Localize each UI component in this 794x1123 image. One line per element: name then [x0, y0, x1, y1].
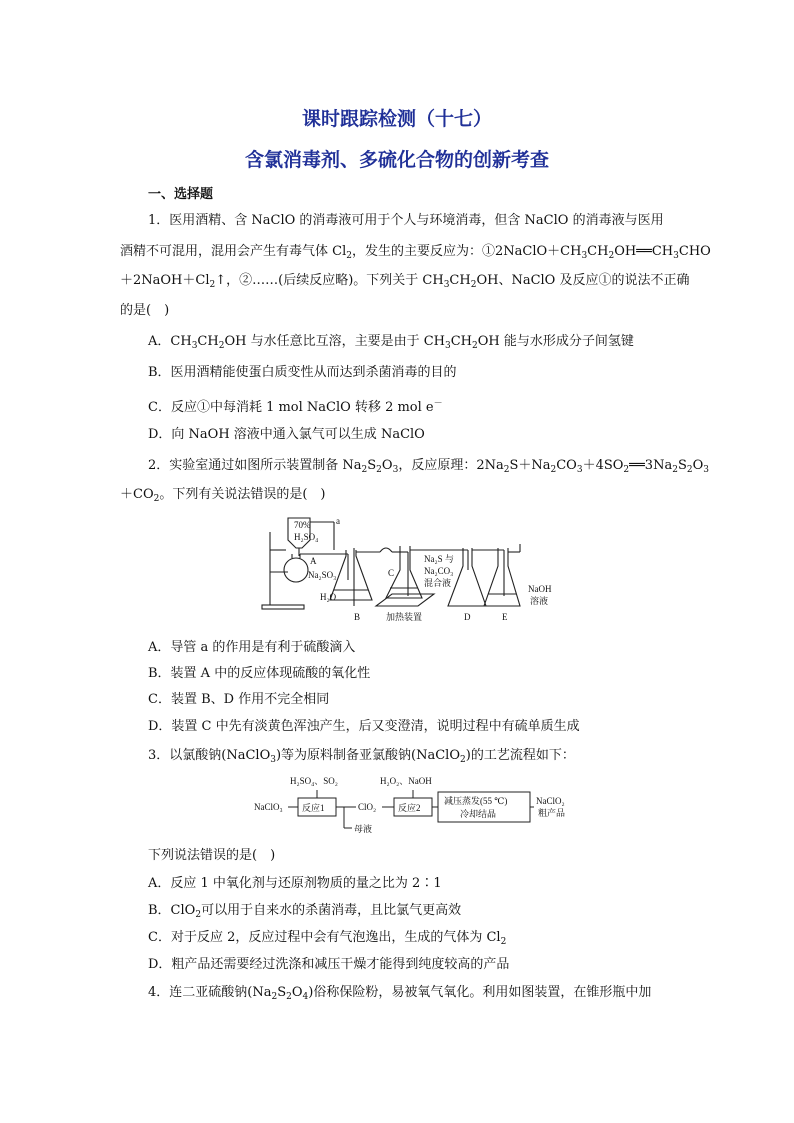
label-na2so3: Na₂SO₃ [308, 570, 337, 580]
q2-option-a: A．导管 a 的作用是有利于硫酸滴入 [148, 640, 356, 655]
q3-stem: 下列说法错误的是( ) [148, 848, 276, 863]
q2-option-d: D．装置 C 中先有淡黄色浑浊产生，后又变澄清，说明过程中有硫单质生成 [148, 719, 580, 734]
label-mother-liquor: 母液 [354, 824, 373, 834]
label-mix2: Na₂CO₃ [424, 566, 454, 576]
apparatus-diagram [258, 510, 568, 626]
flask-e [484, 548, 520, 606]
label-solution: 溶液 [530, 596, 549, 606]
process-flowchart [252, 770, 572, 836]
q1-option-c: C．反应①中每消耗 1 mol NaClO 转移 2 mol e－ [148, 399, 443, 415]
label-naoh: NaOH [528, 584, 552, 594]
q1-line2: 酒精不可混用，混用会产生有毒气体 $Cl_2$，发生的主要反应为：$①2NaClO+CH_3CH_2OH══CH_3CHO$ [120, 244, 711, 261]
flask-a [284, 558, 308, 582]
label-C: C [388, 568, 395, 578]
q4-line1: 4．连二亚硫酸钠$(Na_2S_2O_4)$俗称保险粉，易被氧气氧化。利用如图装置，在锥形瓶中加 [148, 985, 652, 1002]
label-E: E [502, 612, 508, 622]
label-naclo3: NaClO₃ [254, 802, 283, 812]
q1-option-a: A．$CH_3CH_2OH$ 与水任意比互溶，主要是由于 $CH_3CH_2OH$ 能与水形成分子间氢键 [148, 334, 634, 351]
label-A: A [310, 556, 317, 566]
label-crude-product: 粗产品 [538, 808, 566, 818]
label-h2so4: H₂SO₄ [294, 532, 319, 542]
q3-line1: 3．以氯酸钠(NaClO$_3$)等为原料制备亚氯酸钠(NaClO$_2$)的工艺流程如下： [148, 748, 575, 765]
label-evaporation: 减压蒸发(55 ℃) [444, 796, 508, 806]
q3-option-b: B．ClO$_2$可以用于自来水的杀菌消毒，且比氯气更高效 [148, 903, 462, 920]
label-B: B [354, 612, 361, 622]
q2-line2: $+CO_2$。下列有关说法错误的是( ) [120, 487, 326, 504]
q2-line1: 2．实验室通过如图所示装置制备 $Na_2S_2O_3$，反应原理：$2Na_2S+Na_2CO_3+4SO_2══3Na_2S_2O_3$ [148, 458, 709, 475]
q1-option-b: B．医用酒精能使蛋白质变性从而达到杀菌消毒的目的 [148, 365, 457, 380]
label-heat: 加热装置 [386, 612, 423, 622]
q3-option-a: A．反应 1 中氧化剂与还原剂物质的量之比为 2∶1 [148, 876, 442, 891]
q2-option-c: C．装置 B、D 作用不完全相同 [148, 692, 330, 707]
label-reaction2: 反应2 [398, 803, 421, 813]
label-naclo2: NaClO₂ [536, 796, 565, 806]
q1-option-d: D．向 NaOH 溶液中通入氯气可以生成 NaClO [148, 427, 425, 442]
heating-plate [376, 594, 434, 606]
label-a: a [336, 516, 340, 526]
stand-base [262, 605, 304, 609]
label-D: D [464, 612, 471, 622]
q1-line1: 1．医用酒精、含 NaClO 的消毒液可用于个人与环境消毒，但含 NaClO 的消毒液与医用 [148, 213, 664, 228]
label-reagent1: H₂SO₄、SO₂ [290, 776, 338, 786]
bottle-b [330, 550, 372, 600]
page-title: 课时跟踪检测（十七） [301, 108, 492, 130]
label-70pct: 70% [294, 520, 311, 530]
label-crystallize: 冷却结晶 [460, 809, 497, 819]
label-mix3: 混合液 [424, 578, 452, 588]
section-heading: 一、选择题 [148, 187, 214, 202]
label-clo2: ClO₂ [358, 802, 377, 812]
label-h2o: H₂O [320, 592, 337, 602]
label-reagent2: H₂O₂、NaOH [380, 776, 432, 786]
q3-option-d: D．粗产品还需要经过洗涤和减压干燥才能得到纯度较高的产品 [148, 957, 510, 972]
q2-option-b: B．装置 A 中的反应体现硫酸的氧化性 [148, 666, 371, 681]
label-reaction1: 反应1 [302, 803, 325, 813]
page-subtitle: 含氯消毒剂、多硫化合物的创新考查 [244, 149, 549, 171]
q1-line3: $+2NaOH+Cl_2↑$，②……(后续反应略)。下列关于 $CH_3CH_2OH$、NaClO 及反应①的说法不正确 [120, 273, 690, 290]
q1-line4: 的是( ) [120, 303, 170, 318]
label-mix1: Na₂S 与 [424, 554, 454, 564]
q3-option-c: C．对于反应 2，反应过程中会有气泡逸出，生成的气体为 $Cl_2$ [148, 930, 507, 947]
